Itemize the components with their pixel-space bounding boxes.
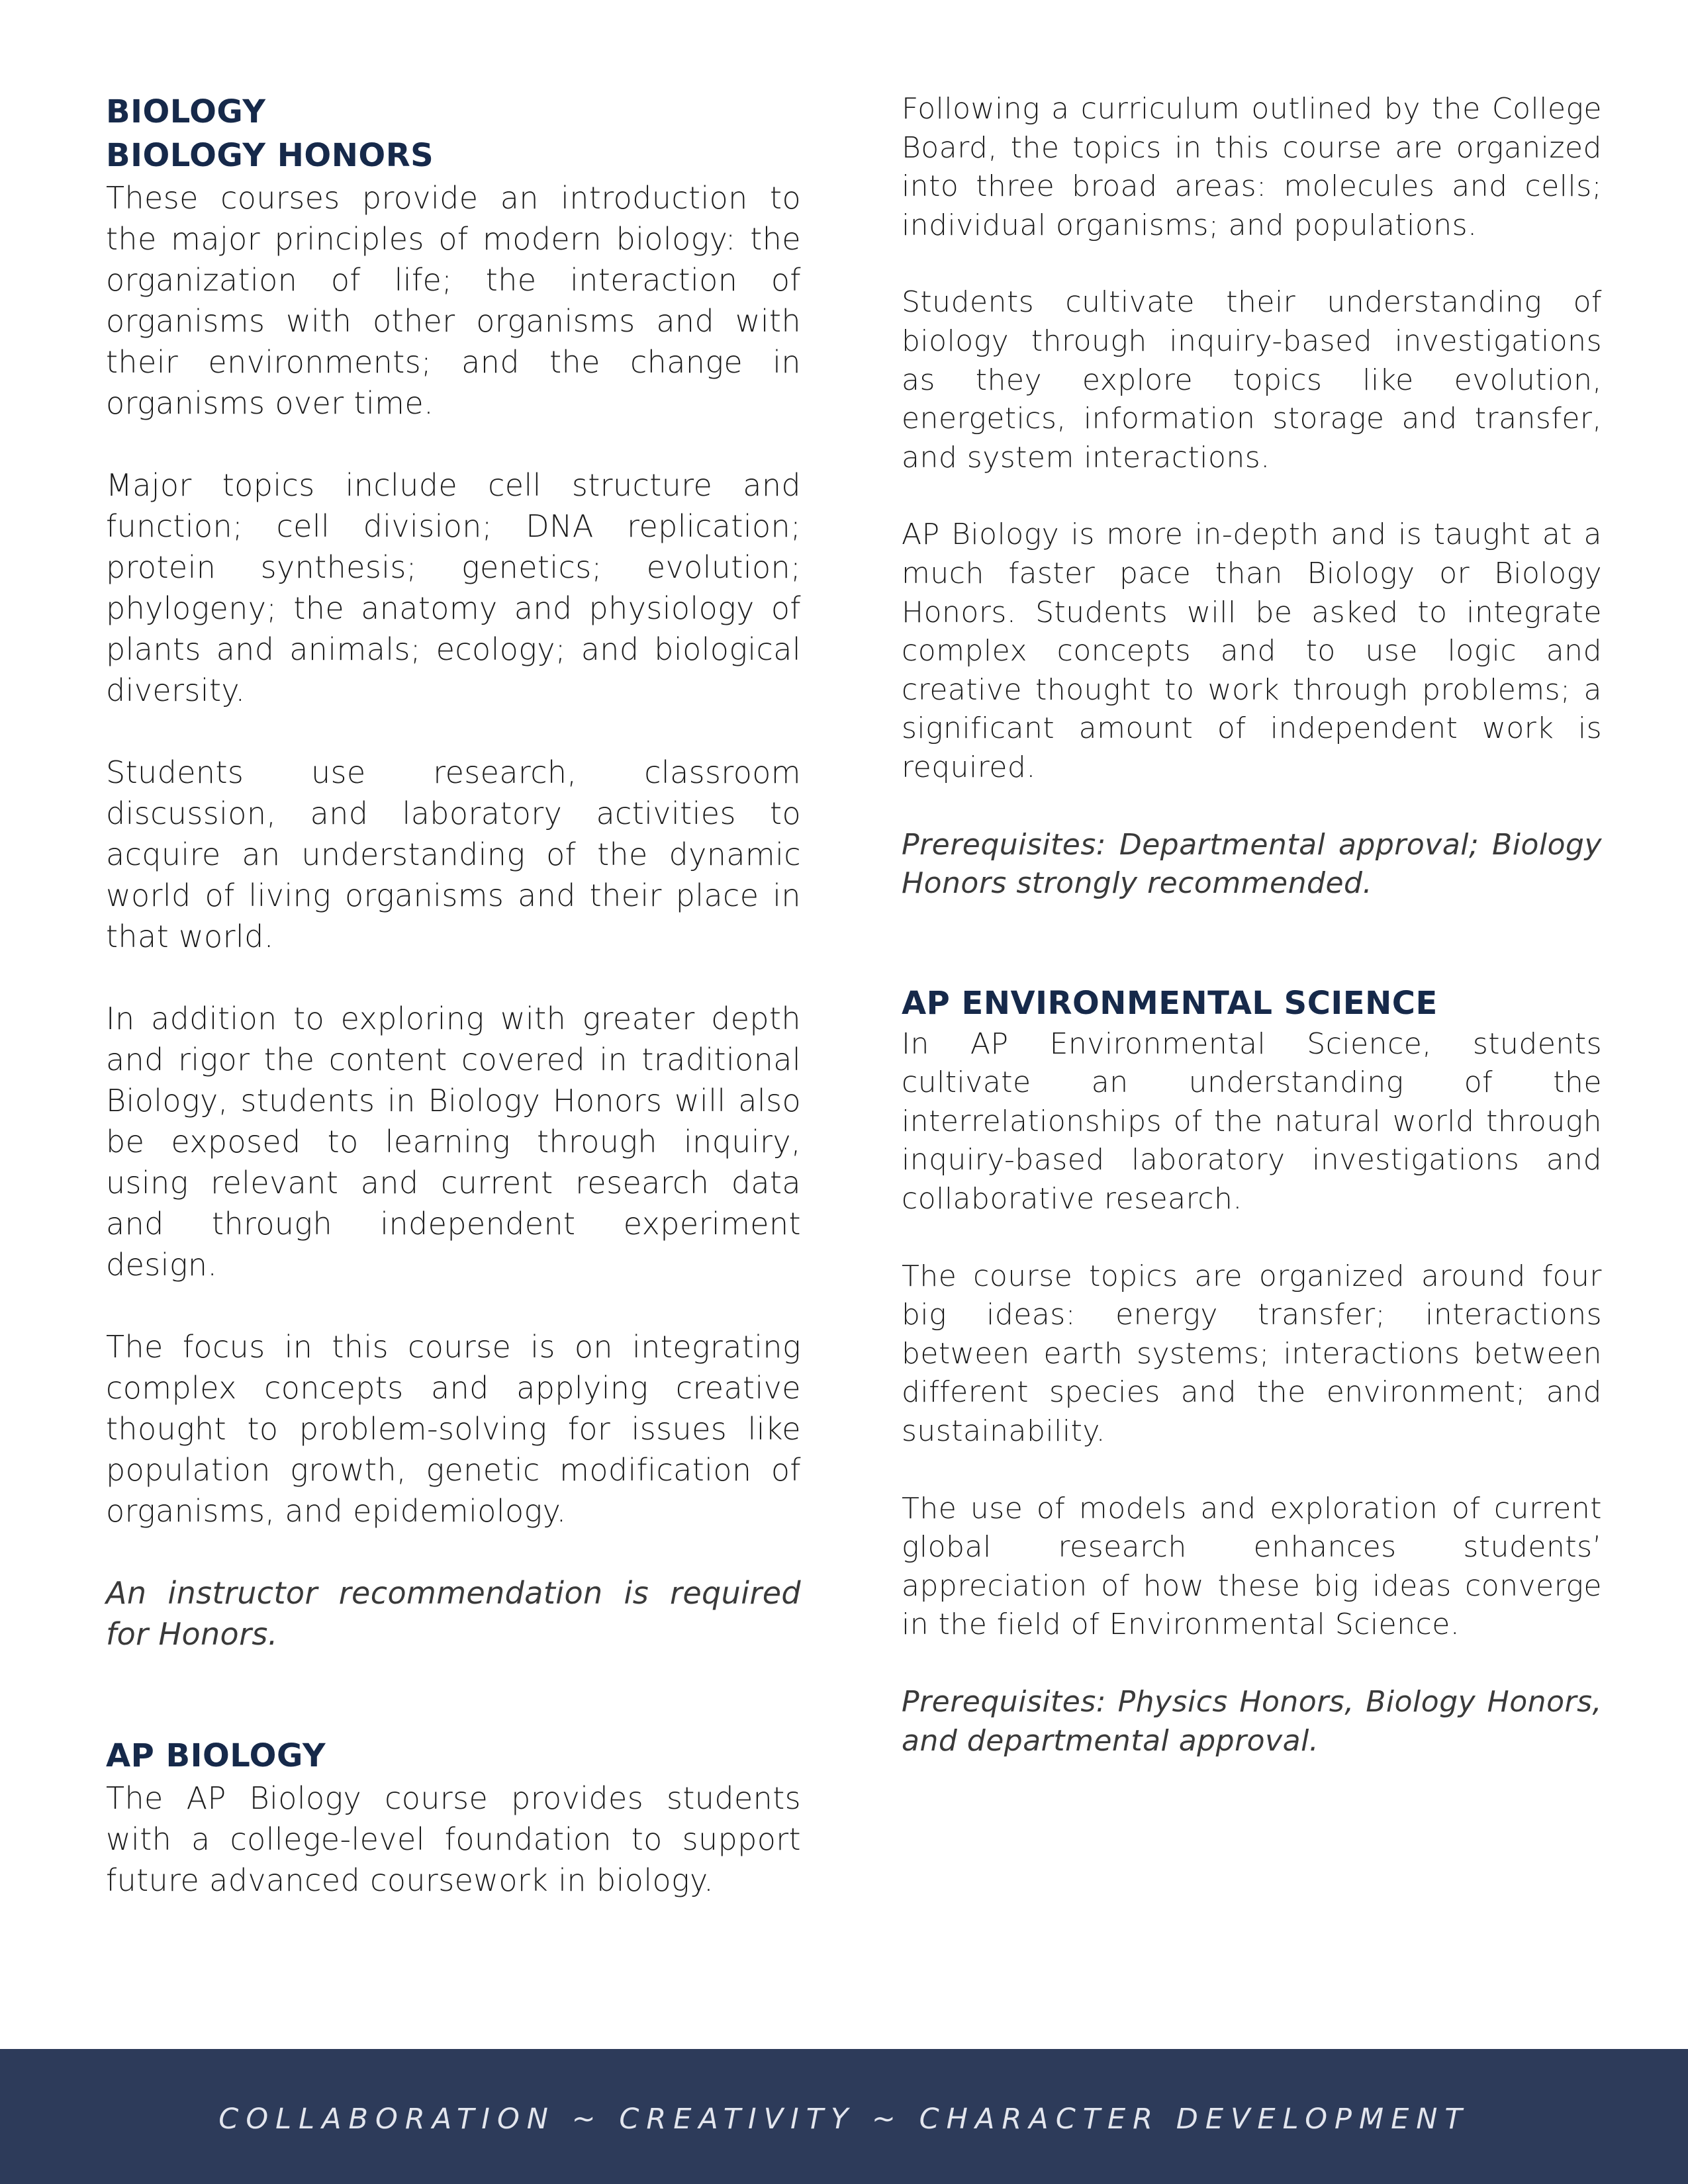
ap-env-paragraph: The use of models and exploration of current global research enhances students’ appreciation of how these big ideas converge in the field of Environmental Science.: [902, 1491, 1602, 1642]
ap-biology-heading: AP BIOLOGY: [106, 1737, 326, 1774]
ap-env-prerequisites: Prerequisites: Physics Honors, Biology Honors, and departmental approval.: [902, 1685, 1602, 1758]
footer-motto: COLLABORATION ~ CREATIVITY ~ CHARACTER DEVELOPMENT: [218, 2103, 1470, 2136]
ap-environmental-science-heading: AP ENVIRONMENTAL SCIENCE: [902, 984, 1438, 1022]
ap-biology-paragraph: AP Biology is more in-depth and is taught at a much faster pace than Biology or Biology Honors. Students will be asked to integrate complex concepts and to use logic and creative thought to work through problems; a significant amount of independent work is required.: [902, 518, 1602, 784]
biology-heading: BIOLOGY: [106, 93, 266, 130]
ap-env-paragraph: In AP Environmental Science, students cultivate an understanding of the interrelationships of the natural world through inquiry-based laboratory investigations and collaborative research.: [902, 1026, 1602, 1216]
ap-biology-intro: The AP Biology course provides students with a college-level foundation to support future advanced coursework in biology.: [106, 1780, 801, 1898]
ap-biology-paragraph: Students cultivate their understanding of biology through inquiry-based investigations as they explore topics like evolution, energetics, information storage and transfer, and system interactions.: [902, 285, 1602, 475]
biology-honors-heading: BIOLOGY HONORS: [106, 137, 434, 174]
biology-paragraph: The focus in this course is on integrating complex concepts and applying creative thought to problem-solving for issues like population growth, genetic modification of organisms, and epidemiology.: [106, 1329, 801, 1529]
footer-banner: [0, 2049, 1688, 2184]
ap-biology-prerequisites: Prerequisites: Departmental approval; Biology Honors strongly recommended.: [902, 827, 1602, 901]
biology-paragraph: In addition to exploring with greater depth and rigor the content covered in traditional Biology, students in Biology Honors will also be exposed to learning through inquiry, using relevant and current research data and through independent experiment design.: [106, 1001, 801, 1283]
biology-paragraph: Students use research, classroom discussion, and laboratory activities to acquire an understanding of the dynamic world of living organisms and their place in that world.: [106, 754, 801, 954]
biology-paragraph: These courses provide an introduction to the major principles of modern biology: the organization of life; the interaction of organisms with other organisms and with their environments; and the change in organisms over time.: [106, 180, 801, 421]
biology-honors-note: An instructor recommendation is required for Honors.: [106, 1575, 801, 1652]
right-column: [902, 90, 1602, 1760]
ap-env-paragraph: The course topics are organized around four big ideas: energy transfer; interactions between earth systems; interactions between different species and the environment; and sustainability.: [902, 1259, 1602, 1449]
ap-biology-paragraph: Following a curriculum outlined by the College Board, the topics in this course are organized into three broad areas: molecules and cells; individual organisms; and populations.: [902, 92, 1602, 242]
biology-paragraph: Major topics include cell structure and function; cell division; DNA replication; protein synthesis; genetics; evolution; phylogeny; the anatomy and physiology of plants and animals; ecology; and biological diversity.: [106, 467, 801, 708]
left-column: [106, 90, 801, 1901]
